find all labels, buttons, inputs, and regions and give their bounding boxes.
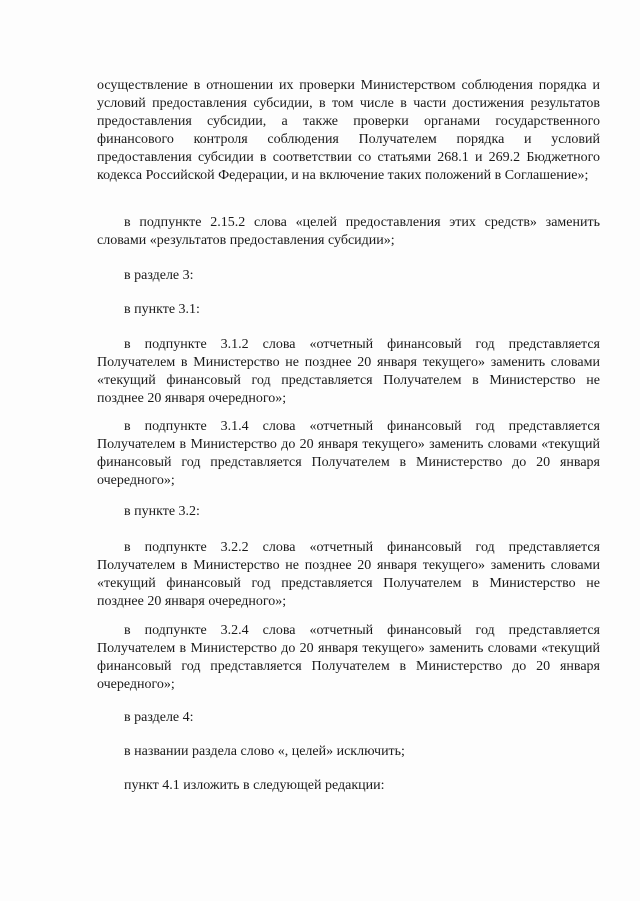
paragraph-subclause-3-2-4 <box>97 622 600 694</box>
paragraph-text: осуществление в отношении их проверки Министерством соблюдения порядка и условий предоставления субсидии, в том числе в части достижения результатов предоставления субсидии, а также проверки органами государственного финансового контроля соблюдения Получателем порядка и условий предоставления субсидии в соответствии со статьями 268.1 и 269.2 Бюджетного кодекса Российской Федерации, и на включение таких положений в Соглашение»; <box>97 78 600 183</box>
paragraph-continuation <box>97 77 600 185</box>
paragraph-text: в подпункте 3.1.4 слова «отчетный финансовый год представляется Получателем в Министерство до 20 января текущего» заменить словами «текущий финансовый год представляется Получателем в Министерство до 20 января очередного»; <box>97 419 600 488</box>
paragraph-subclause-3-1-2 <box>97 336 600 408</box>
paragraph-text: пункт 4.1 изложить в следующей редакции: <box>124 778 385 793</box>
paragraph-text: в разделе 3: <box>124 268 194 283</box>
paragraph-text: в подпункте 3.2.2 слова «отчетный финансовый год представляется Получателем в Министерство не позднее 20 января текущего» заменить словами «текущий финансовый год представляется Получателем в Министерство не позднее 20 января очередного»; <box>97 540 600 609</box>
paragraph-subclause-2-15-2 <box>97 214 600 250</box>
paragraph-text: в пункте 3.2: <box>124 504 200 519</box>
paragraph-text: в пункте 3.1: <box>124 302 200 317</box>
paragraph-text: в подпункте 2.15.2 слова «целей предоставления этих средств» заменить словами «результатов предоставления субсидии»; <box>97 215 600 248</box>
paragraph-clause-3-2 <box>97 503 600 521</box>
paragraph-text: в подпункте 3.1.2 слова «отчетный финансовый год представляется Получателем в Министерство не позднее 20 января текущего» заменить словами «текущий финансовый год представляется Получателем в Министерство не позднее 20 января очередного»; <box>97 337 600 406</box>
paragraph-clause-4-1 <box>97 777 600 795</box>
paragraph-text: в подпункте 3.2.4 слова «отчетный финансовый год представляется Получателем в Министерство до 20 января текущего» заменить словами «текущий финансовый год представляется Получателем в Министерство до 20 января очередного»; <box>97 623 600 692</box>
paragraph-text: в названии раздела слово «, целей» исключить; <box>124 744 405 759</box>
paragraph-section-title-edit <box>97 743 600 761</box>
paragraph-subclause-3-2-2 <box>97 539 600 611</box>
paragraph-subclause-3-1-4 <box>97 418 600 490</box>
paragraph-section-4 <box>97 709 600 727</box>
paragraph-clause-3-1 <box>97 301 600 319</box>
paragraph-section-3 <box>97 267 600 285</box>
paragraph-text: в разделе 4: <box>124 710 194 725</box>
